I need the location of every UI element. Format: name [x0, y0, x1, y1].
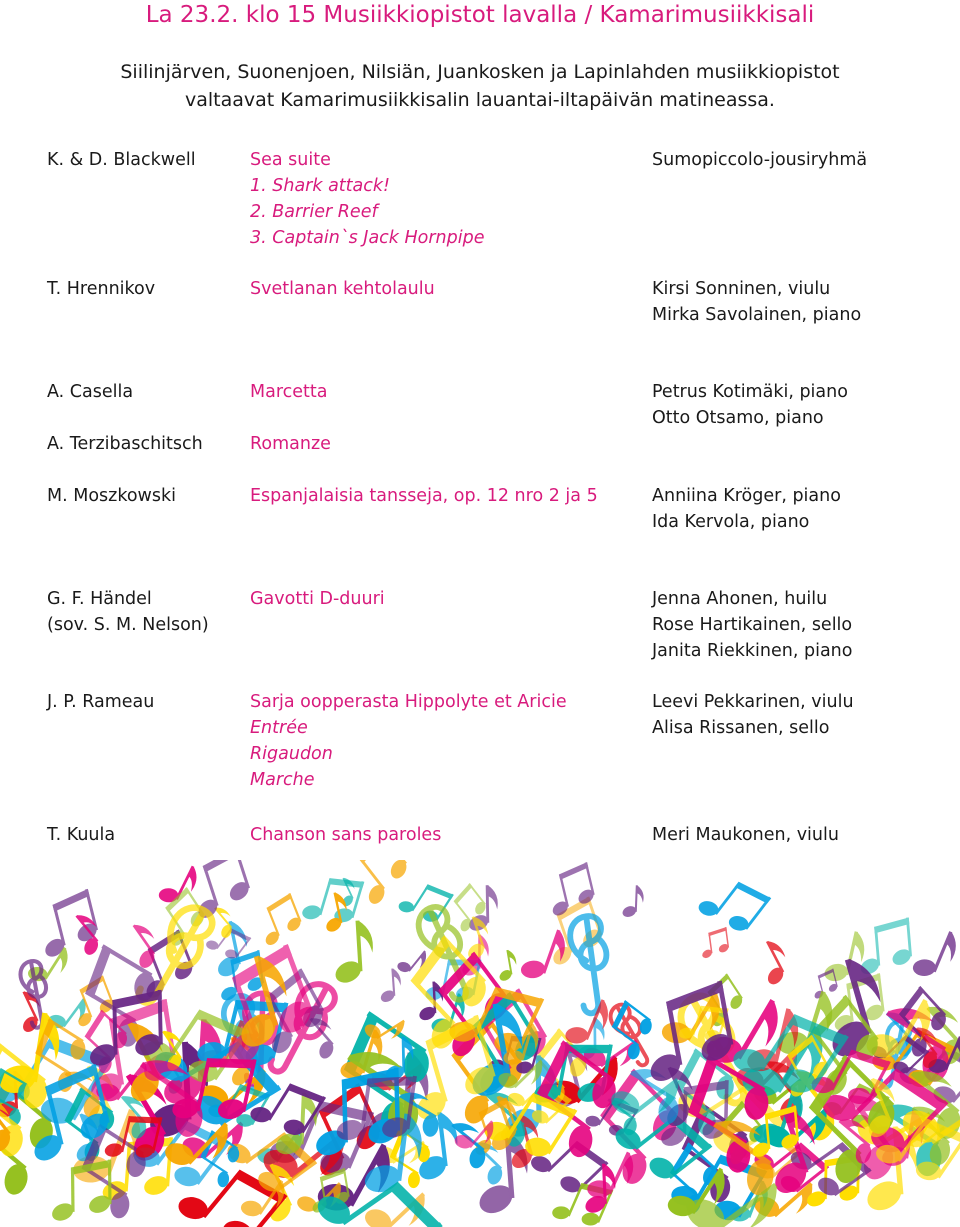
movement: Rigaudon [250, 744, 333, 764]
page-title: La 23.2. klo 15 Musiikkiopistot lavalla / Kamarimusiikkisali [145, 2, 815, 28]
intro-text [0, 58, 960, 114]
work [250, 822, 441, 848]
composer: K. & D. Blackwell [47, 150, 196, 170]
treble-clef-icon [568, 914, 614, 1015]
music-note-icon [621, 885, 645, 920]
music-note-icon [907, 922, 960, 987]
work-title: Svetlanan kehtolaulu [250, 279, 435, 299]
music-note-icon [515, 921, 571, 989]
work [250, 147, 484, 251]
music-note-icon [750, 937, 796, 990]
work [250, 276, 435, 302]
beamed-notes-icon [698, 927, 731, 960]
composer: M. Moszkowski [47, 486, 176, 506]
work [250, 379, 327, 405]
music-note-icon [494, 949, 520, 984]
performers: Petrus Kotimäki, piano Otto Otsamo, piano [652, 382, 848, 428]
movement: Marche [250, 770, 315, 790]
performers: Kirsi Sonninen, viulu Mirka Savolainen, piano [652, 279, 862, 325]
beamed-notes-icon [251, 893, 308, 950]
performers: Leevi Pekkarinen, viulu Alisa Rissanen, sello [652, 692, 854, 738]
performers: Anniina Kröger, piano Ida Kervola, piano [652, 486, 841, 532]
work [250, 431, 331, 457]
music-notes-icon [0, 860, 960, 1227]
performers: Meri Maukonen, viulu [652, 825, 839, 845]
intro-line: valtaavat Kamarimusiikkisalin lauantai-iltapäivän matineassa. [185, 89, 775, 111]
composer: J. P. Rameau [47, 692, 155, 712]
movement: 3. Captain`s Jack Hornpipe [250, 228, 485, 248]
work-title: Gavotti D-duuri [250, 589, 385, 609]
intro-line: Siilinjärven, Suonenjoen, Nilsiän, Juankosken ja Lapinlahden musiikkiopistot [120, 61, 840, 83]
work-title: Romanze [250, 434, 331, 454]
music-note-icon [377, 968, 402, 1005]
movement: 1. Shark attack! [250, 176, 391, 196]
movement: Entrée [250, 718, 308, 738]
composer: T. Kuula [47, 825, 116, 845]
work [250, 483, 598, 509]
beamed-notes-icon [692, 864, 772, 944]
composer: G. F. Händel (sov. S. M. Nelson) [47, 589, 209, 635]
composer: A. Terzibaschitsch [47, 434, 203, 454]
work [250, 586, 385, 612]
composer: T. Hrennikov [47, 279, 156, 299]
composer: A. Casella [47, 382, 134, 402]
performers: Sumopiccolo-jousiryhmä [652, 150, 868, 170]
work-title: Marcetta [250, 382, 328, 402]
work-title: Espanjalaisia tansseja, op. 12 nro 2 ja 5 [250, 486, 598, 506]
movement: 2. Barrier Reef [250, 202, 378, 222]
work [250, 689, 567, 793]
performers: Jenna Ahonen, huilu Rose Hartikainen, sello Janita Riekkinen, piano [652, 589, 853, 661]
work-title: Chanson sans paroles [250, 825, 442, 845]
work-title: Sea suite [250, 150, 331, 170]
work-title: Sarja oopperasta Hippolyte et Aricie [250, 692, 567, 712]
